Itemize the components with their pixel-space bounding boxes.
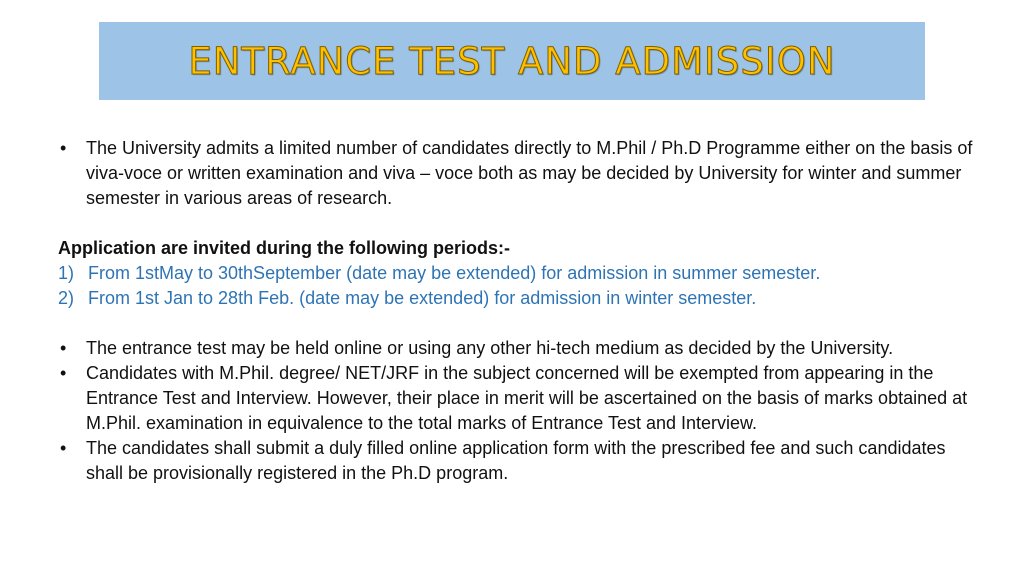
period-marker: 1) — [58, 263, 75, 283]
title-banner — [99, 22, 925, 100]
bullet-text: Candidates with M.Phil. degree/ NET/JRF in the subject concerned will be exempted from appearing in the Entrance Test and Interview. However, their place in merit will be ascertained on the basis of marks obtained at M.Phil. examination in equivalence to the total marks of Entrance Test and Interview. — [86, 363, 968, 433]
bullet-exemption — [58, 361, 978, 436]
period-marker: 2) — [58, 288, 75, 308]
bullet-marker: • — [60, 438, 67, 458]
bullet-marker: • — [60, 338, 67, 358]
bullet-marker: • — [60, 363, 67, 383]
period-text: From 1st Jan to 28th Feb. (date may be extended) for admission in winter semester. — [88, 288, 757, 308]
page-title: ENTRANCE TEST AND ADMISSION — [188, 39, 836, 83]
spacer — [58, 311, 978, 336]
bullet-text: The candidates shall submit a duly filled online application form with the prescribed fee and such candidates shall be provisionally registered in the Ph.D program. — [86, 438, 946, 483]
bullet-registration — [58, 436, 978, 486]
bullet-online-test — [58, 336, 978, 361]
spacer — [58, 211, 978, 236]
slide-body — [58, 136, 978, 486]
period-text: From 1stMay to 30thSeptember (date may be extended) for admission in summer semester. — [88, 263, 821, 283]
intro-bullet — [58, 136, 978, 211]
bullet-marker: • — [60, 138, 67, 158]
bullet-text: The University admits a limited number of candidates directly to M.Phil / Ph.D Programme either on the basis of viva-voce or written examination and viva – voce both as may be decided by University for winter and summer semester in various areas of research. — [86, 138, 973, 208]
period-item-1 — [58, 261, 978, 286]
period-item-2 — [58, 286, 978, 311]
periods-heading: Application are invited during the following periods:- — [58, 238, 511, 258]
bullet-text: The entrance test may be held online or using any other hi-tech medium as decided by the University. — [86, 338, 894, 358]
